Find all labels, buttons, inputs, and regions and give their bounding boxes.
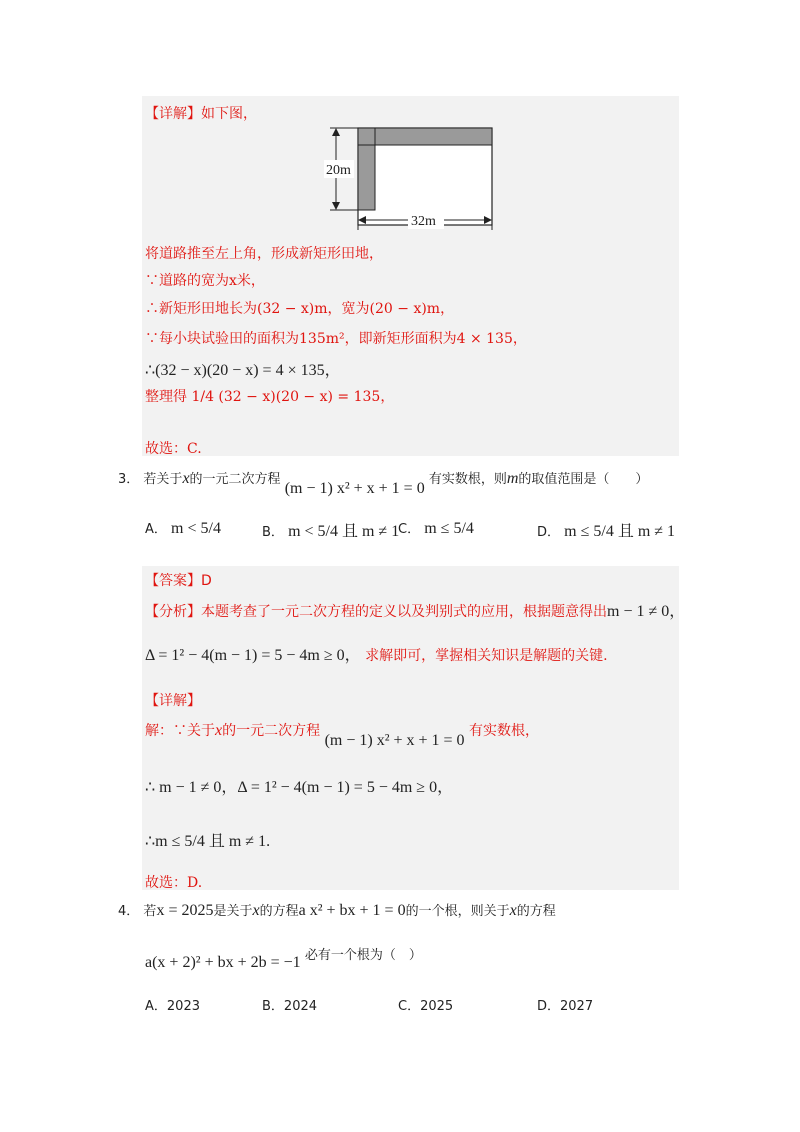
q3-choice: 故选：D. [145,875,203,891]
vertical-road [358,128,375,210]
q3-solution-line-1: 解：∵关于x的一元二次方程 (m − 1) x² + x + 1 = 0 有实数根， [145,722,540,749]
road-rectangle-figure [322,122,497,232]
solution-line-4: ∵每小块试验田的面积为135m²，即新矩形面积为4 × 135， [145,331,527,347]
detail-heading: 【详解】 [145,106,201,122]
q3-answer: 【答案】D [145,573,212,589]
height-label: 20m [326,163,351,178]
solution-line-1: 将道路推至左上角，形成新矩形田地， [145,246,383,262]
q4-option-a[interactable]: A．2023 [145,999,200,1014]
q3-stem: 3． 若关于x的一元二次方程 (m − 1) x² + x + 1 = 0 有实数根，则m的取值范围是（ ） [118,470,649,497]
q3-option-a[interactable]: A． m < 5/4 [145,520,221,537]
q3-number: 3． [118,472,140,487]
q4-option-d[interactable]: D．2027 [537,999,594,1014]
solution-choice: 故选：C. [145,441,202,457]
q3-solution-line-2: ∴ m − 1 ≠ 0，Δ = 1² − 4(m − 1) = 5 − 4m ≥ 0， [145,779,454,796]
q4-stem-line-2: a(x + 2)² + bx + 2b = −1 必有一个根为（ ） [145,948,422,971]
solution-line-2: ∵道路的宽为x米， [145,273,265,289]
detail-line [145,103,257,123]
q3-option-b[interactable]: B． m < 5/4 且 m ≠ 1 [262,523,400,540]
q3-option-d[interactable]: D． m ≤ 5/4 且 m ≠ 1 [537,523,676,540]
width-label: 32m [411,214,436,229]
q3-option-c[interactable]: C． m ≤ 5/4 [398,520,474,537]
q3-analysis-line-2: Δ = 1² − 4(m − 1) = 5 − 4m ≥ 0， 求解即可，掌握相关知识是解题的关键. [145,647,608,664]
q4-stem-line-1: 4． 若x = 2025是关于x的方程a x² + bx + 1 = 0的一个根，则关于x的方程 [118,902,556,919]
horizontal-road [358,128,492,145]
q3-detail-heading: 【详解】 [145,693,201,709]
detail-text: 如下图， [201,106,257,122]
q3-analysis-line-1: 【分析】本题考查了一元二次方程的定义以及判别式的应用，根据题意得出m − 1 ≠ 0， [145,603,686,620]
solution-line-6: 整理得 1/4 (32 − x)(20 − x) = 135， [145,389,395,405]
q3-solution-line-3: ∴m ≤ 5/4 且 m ≠ 1. [145,833,271,850]
q4-option-c[interactable]: C．2025 [398,999,454,1014]
solution-line-3: ∴新矩形田地长为(32 − x)m，宽为(20 − x)m， [145,301,455,317]
q4-number: 4． [118,904,140,919]
solution-line-5: ∴(32 − x)(20 − x) = 4 × 135， [145,362,341,379]
q3-equation: (m − 1) x² + x + 1 = 0 [284,480,425,497]
q4-option-b[interactable]: B．2024 [262,999,318,1014]
